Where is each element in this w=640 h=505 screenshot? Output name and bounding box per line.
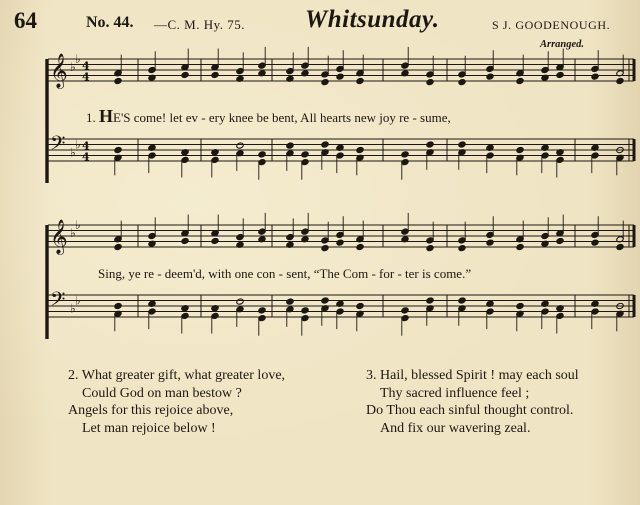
note-head [211,71,219,78]
arranged-note: Arranged. [540,39,585,50]
note-head [616,77,624,84]
note-head [321,79,329,86]
verse-line: Let man rejoice below ! [82,420,216,436]
note-head [591,73,599,80]
lyric-line-1 [86,106,451,127]
note-head [114,146,122,153]
lyric-text-1: E'S come! let ev - ery knee be bent, All hearts new joy re - sume, [113,110,451,125]
lyric-line-2: Sing, ye re - deem'd, with one con - sent, “The Com - for - ter is come.” [98,266,472,281]
note-head [258,307,266,314]
verse-number: 1. [86,110,96,125]
verse-line: Thy sacred influence feel ; [380,385,530,401]
note-head [356,146,364,153]
treble-clef-icon: 𝄞 [50,219,68,255]
note-head [301,151,309,158]
flat-sign-icon: ♭ [75,293,81,308]
flat-sign-icon: ♭ [75,217,81,232]
note-head [336,73,344,80]
time-signature-bottom: 4 [82,150,90,164]
note-head [114,243,122,250]
note-head [486,73,494,80]
note-head [516,77,524,84]
bass-clef-icon: 𝄢 [50,287,66,316]
note-head [516,302,524,309]
flat-sign-icon: ♭ [75,51,81,66]
verse-line: Could God on man bestow ? [82,385,242,401]
time-signature-top: 4 [82,59,90,73]
flat-sign-icon: ♭ [70,145,76,160]
verse-3 [366,367,579,437]
hymn-title: Whitsunday. [305,6,440,33]
note-head [556,71,564,78]
note-head [114,302,122,309]
hymn-number: No. 44. [86,14,134,31]
verse-line: 3. Hail, blessed Spirit ! may each soul [366,368,579,383]
note-head [356,77,364,84]
note-head [286,298,294,305]
note-head [286,142,294,149]
note-head [321,297,329,304]
page-number: 64 [14,8,37,33]
drop-capital: H [99,106,114,126]
note-head [458,141,466,148]
note-head [336,239,344,246]
note-head [426,79,434,86]
note-head [356,302,364,309]
verse-line: Angels for this rejoice above, [68,403,234,418]
note-head [401,307,409,314]
note-head [486,239,494,246]
note-head [426,297,434,304]
flat-sign-icon: ♭ [70,60,76,75]
verse-number: 3. [366,368,377,383]
verse-line: 2. What greater gift, what greater love, [68,368,286,383]
note-head [591,239,599,246]
note-head [426,141,434,148]
note-head [114,77,122,84]
verse-line: And fix our wavering zeal. [380,420,531,436]
flat-sign-icon: ♭ [70,226,76,241]
flat-sign-icon: ♭ [75,137,81,152]
note-head [211,237,219,244]
composer-credit: S J. GOODENOUGH. [492,18,611,32]
note-head [301,307,309,314]
flat-sign-icon: ♭ [70,301,76,316]
note-head [556,237,564,244]
note-head [236,298,244,305]
note-head [458,297,466,304]
note-head [236,142,244,149]
note-head [181,237,189,244]
note-head [426,245,434,252]
note-head [321,141,329,148]
note-head [181,71,189,78]
verse-2 [68,367,285,437]
note-head [258,151,266,158]
bass-clef-icon: 𝄢 [50,131,66,160]
note-head [458,79,466,86]
note-head [616,243,624,250]
time-signature-bottom: 4 [82,70,90,84]
note-head [401,151,409,158]
verse-number: 2. [68,368,79,383]
hymn-meter: —C. M. Hy. 75. [154,17,246,32]
verse-line: Do Thou each sinful thought control. [366,403,574,418]
note-head [516,243,524,250]
note-head [321,245,329,252]
note-head [516,146,524,153]
note-head [356,243,364,250]
treble-clef-icon: 𝄞 [50,53,68,89]
time-signature-top: 4 [82,139,90,153]
note-head [458,245,466,252]
